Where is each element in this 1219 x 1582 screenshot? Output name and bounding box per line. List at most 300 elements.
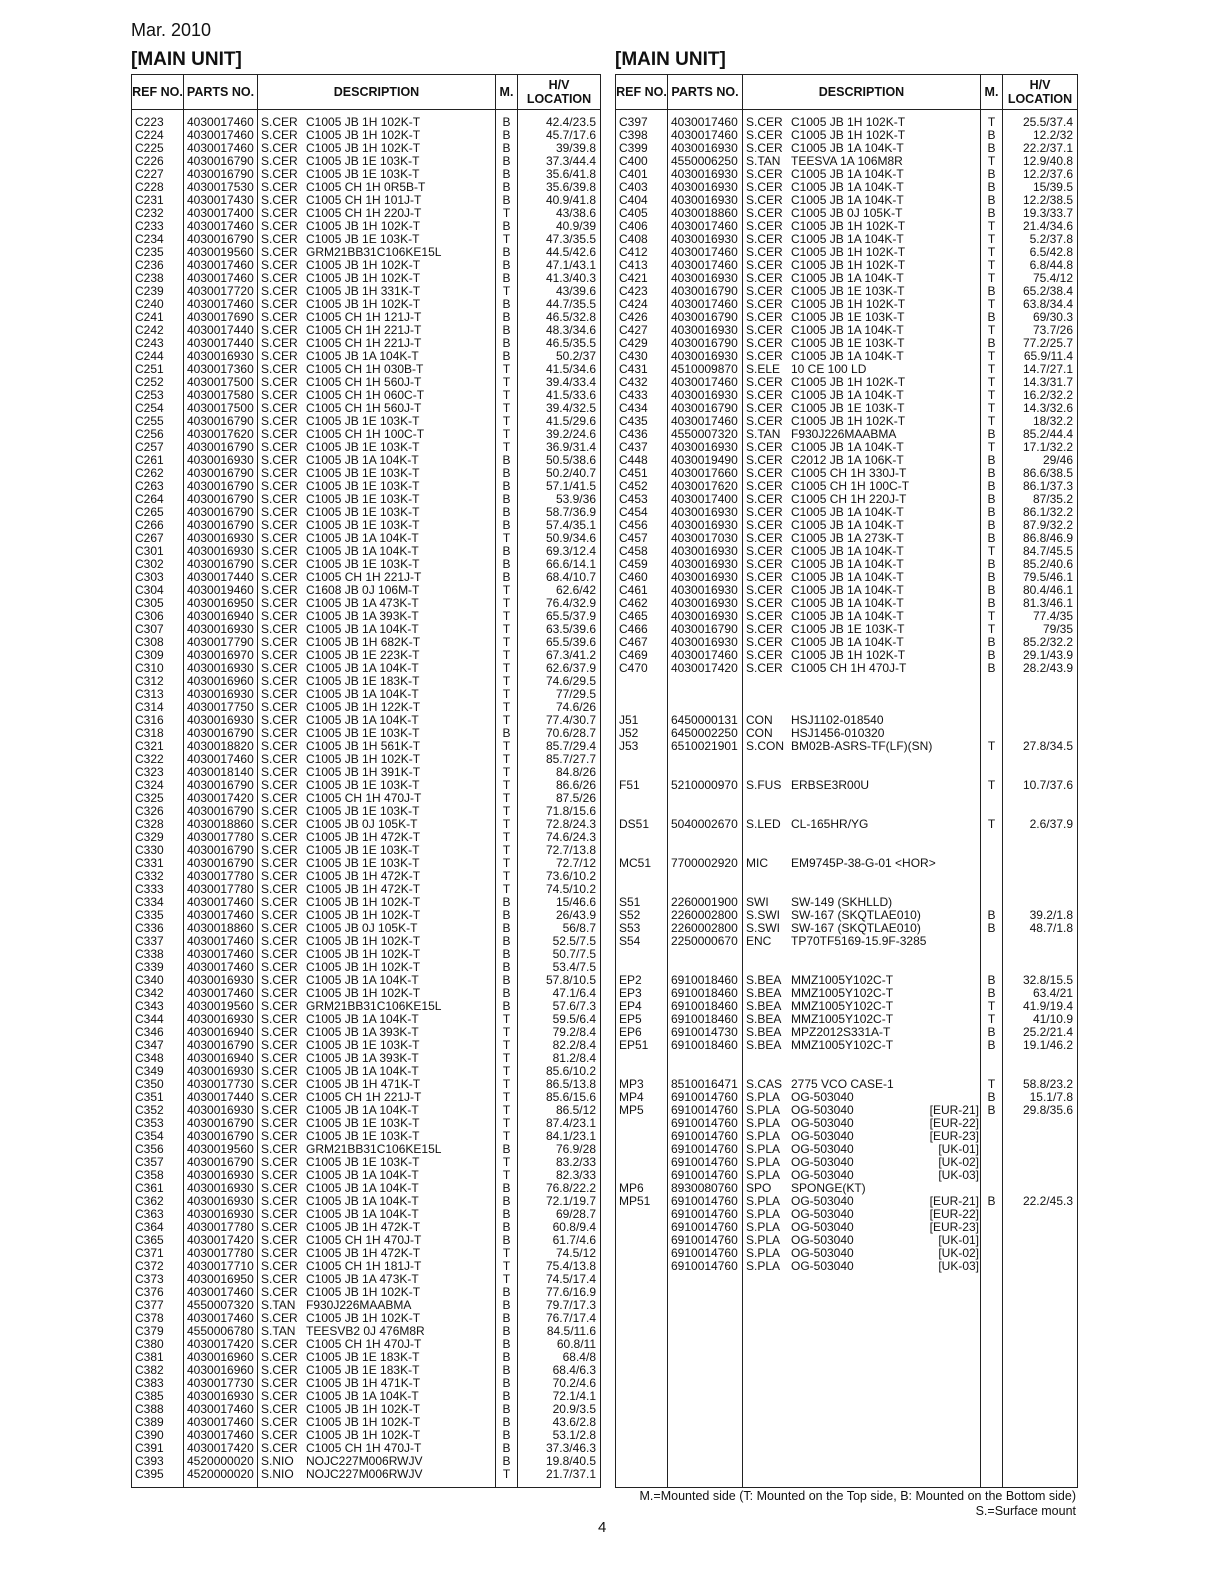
hv-location-cell: 65.2/38.4 <box>1003 285 1078 298</box>
description-cell <box>743 1052 981 1065</box>
mounted-side-cell: T <box>496 1026 518 1039</box>
description-cell <box>258 961 496 974</box>
description-cell <box>258 883 496 896</box>
ref-no-cell: C381 <box>132 1351 184 1364</box>
hv-location-cell <box>1003 1156 1078 1169</box>
hv-location-cell: 69.3/12.4 <box>518 545 601 558</box>
right-table-body <box>616 110 1078 1488</box>
ref-no-cell: C353 <box>132 1117 184 1130</box>
hv-location-cell <box>1003 714 1078 727</box>
parts-type: S.CER <box>261 545 298 558</box>
description-cell <box>258 779 496 792</box>
description-cell <box>258 402 496 415</box>
parts-type: S.CER <box>261 1221 298 1234</box>
parts-no-cell: 4030019560 <box>184 1143 258 1156</box>
ref-no-cell: C339 <box>132 961 184 974</box>
hv-location-cell: 82.3/33 <box>518 1169 601 1182</box>
parts-type: S.TAN <box>261 1299 296 1312</box>
ref-no-cell: C313 <box>132 688 184 701</box>
mounted-side-cell: T <box>981 818 1003 831</box>
parts-type: S.TAN <box>746 155 781 168</box>
ref-no-cell: C458 <box>616 545 668 558</box>
mounted-side-cell <box>981 714 1003 727</box>
ref-no-cell: C302 <box>132 558 184 571</box>
description-cell <box>743 1104 981 1117</box>
ref-no-cell: C433 <box>616 389 668 402</box>
parts-no-cell: 4030016930 <box>184 974 258 987</box>
description-cell <box>258 259 496 272</box>
mounted-side-cell: B <box>496 168 518 181</box>
parts-type: S.CER <box>261 1000 298 1013</box>
description-cell <box>743 753 981 766</box>
description-cell <box>743 909 981 922</box>
parts-description: C1005 JB 1E 103K-T <box>306 1156 420 1169</box>
table-row <box>616 1156 1078 1169</box>
table-row <box>616 1117 1078 1130</box>
mounted-side-cell: T <box>496 1468 518 1481</box>
parts-description: C1005 CH 1H 030B-T <box>306 363 424 376</box>
hv-location-cell: 44.5/42.6 <box>518 246 601 259</box>
hv-location-cell <box>1003 883 1078 896</box>
description-cell <box>258 220 496 233</box>
parts-no-cell: 6910014730 <box>668 1026 743 1039</box>
parts-no-cell: 4030017460 <box>184 272 258 285</box>
parts-type: S.CER <box>261 350 298 363</box>
parts-description: HSJ1456-010320 <box>791 727 885 740</box>
mounted-side-header: M. <box>496 75 518 110</box>
hv-location-cell: 87/35.2 <box>1003 493 1078 506</box>
hv-location-cell: 25.2/21.4 <box>1003 1026 1078 1039</box>
table-row <box>616 155 1078 168</box>
table-row <box>616 844 1078 857</box>
parts-no-cell: 4030017030 <box>668 532 743 545</box>
mounted-side-cell: B <box>496 1416 518 1429</box>
description-cell <box>743 480 981 493</box>
ref-no-cell: C408 <box>616 233 668 246</box>
table-row <box>616 675 1078 688</box>
mounted-side-cell: T <box>496 779 518 792</box>
mounted-side-cell: B <box>496 1351 518 1364</box>
parts-description: C1005 JB 1A 104K-T <box>791 441 904 454</box>
table-row <box>616 922 1078 935</box>
ref-no-cell: C330 <box>132 844 184 857</box>
ref-no-cell <box>616 792 668 805</box>
parts-description: C1005 JB 1H 122K-T <box>306 701 421 714</box>
parts-description: C1005 JB 1E 183K-T <box>306 1351 420 1364</box>
description-cell <box>258 584 496 597</box>
ref-no-cell <box>616 1143 668 1156</box>
parts-description: C1005 JB 1H 102K-T <box>306 115 421 129</box>
ref-no-cell: C253 <box>132 389 184 402</box>
left-table-body <box>132 110 601 1488</box>
table-row <box>132 870 601 883</box>
hv-location-cell: 39.2/1.8 <box>1003 909 1078 922</box>
ref-no-cell: C423 <box>616 285 668 298</box>
parts-no-cell: 4030016950 <box>184 597 258 610</box>
table-row <box>616 597 1078 610</box>
parts-type: S.LED <box>746 818 781 831</box>
table-row <box>616 194 1078 207</box>
parts-no-cell: 2250000670 <box>668 935 743 948</box>
mounted-side-cell <box>981 688 1003 701</box>
table-row <box>616 870 1078 883</box>
mounted-side-cell: B <box>496 1455 518 1468</box>
hv-location-cell <box>1003 1247 1078 1260</box>
hv-location-cell: 41.9/19.4 <box>1003 1000 1078 1013</box>
parts-description: GRM21BB31C106KE15L <box>306 1000 442 1013</box>
parts-type: S.CER <box>261 129 298 142</box>
mounted-side-cell: T <box>981 545 1003 558</box>
mounted-side-cell: T <box>496 766 518 779</box>
hv-location-cell: 86.6/26 <box>518 779 601 792</box>
ref-no-cell: C231 <box>132 194 184 207</box>
mounted-side-cell <box>981 1117 1003 1130</box>
mounted-side-cell: T <box>981 1013 1003 1026</box>
parts-no-cell: 4030017780 <box>184 831 258 844</box>
ref-no-cell: C457 <box>616 532 668 545</box>
parts-type: S.CER <box>746 220 783 233</box>
hv-location-cell: 68.4/8 <box>518 1351 601 1364</box>
parts-no-cell: 4030017460 <box>184 298 258 311</box>
parts-type: S.CER <box>261 1156 298 1169</box>
parts-no-cell: 6450002250 <box>668 727 743 740</box>
parts-no-cell <box>668 844 743 857</box>
ref-no-cell: C351 <box>132 1091 184 1104</box>
parts-description: C1005 JB 1A 104K-T <box>306 532 419 545</box>
ref-no-cell: C405 <box>616 207 668 220</box>
parts-type: S.CER <box>261 168 298 181</box>
hv-location-cell: 29.1/43.9 <box>1003 649 1078 662</box>
parts-description: C1005 JB 1A 104K-T <box>306 714 419 727</box>
hv-location-cell: 44.7/35.5 <box>518 298 601 311</box>
parts-no-cell: 6910014760 <box>668 1234 743 1247</box>
ref-no-cell: C224 <box>132 129 184 142</box>
hv-location-cell: 14.3/32.6 <box>1003 402 1078 415</box>
parts-no-cell: 4520000020 <box>184 1455 258 1468</box>
parts-description: C1005 JB 1H 102K-T <box>791 415 906 428</box>
table-row <box>132 753 601 766</box>
parts-description: C1005 JB 1H 472K-T <box>306 1247 421 1260</box>
ref-no-cell: C251 <box>132 363 184 376</box>
parts-no-cell <box>668 675 743 688</box>
table-row <box>616 363 1078 376</box>
parts-type: S.CER <box>261 1429 298 1442</box>
table-row <box>132 1429 601 1442</box>
parts-type: S.CER <box>261 142 298 155</box>
description-cell <box>258 532 496 545</box>
ref-no-cell: EP51 <box>616 1039 668 1052</box>
parts-description: C1005 JB 1A 104K-T <box>791 389 904 402</box>
hv-location-cell <box>1003 766 1078 779</box>
parts-type: S.CER <box>261 948 298 961</box>
parts-no-cell: 4030016930 <box>184 1169 258 1182</box>
hv-location-cell: 72.8/24.3 <box>518 818 601 831</box>
parts-description: C1005 JB 1H 102K-T <box>306 1429 421 1442</box>
parts-description: C1005 CH 1H 470J-T <box>306 1338 422 1351</box>
parts-no-cell: 4030016790 <box>668 402 743 415</box>
table-row <box>616 324 1078 337</box>
description-cell <box>258 298 496 311</box>
table-row <box>616 714 1078 727</box>
ref-no-cell: C308 <box>132 636 184 649</box>
hv-location-cell: 85.6/10.2 <box>518 1065 601 1078</box>
hv-location-cell: 86.5/12 <box>518 1104 601 1117</box>
description-cell <box>258 675 496 688</box>
table-row <box>616 818 1078 831</box>
mounted-side-cell: B <box>981 194 1003 207</box>
parts-type: S.CER <box>261 246 298 259</box>
hv-location-cell: 74.5/17.4 <box>518 1273 601 1286</box>
ref-no-cell <box>616 1130 668 1143</box>
parts-description: C1005 JB 1H 331K-T <box>306 285 421 298</box>
hv-location-cell: 53.4/7.5 <box>518 961 601 974</box>
hv-location-cell: 74.5/12 <box>518 1247 601 1260</box>
mounted-side-cell: T <box>981 1078 1003 1091</box>
parts-no-cell: 4030017460 <box>668 649 743 662</box>
parts-type: S.CER <box>746 493 783 506</box>
ref-no-cell: C323 <box>132 766 184 779</box>
table-row <box>132 1221 601 1234</box>
table-row <box>616 1169 1078 1182</box>
hv-location-cell: 40.9/39 <box>518 220 601 233</box>
description-cell <box>258 441 496 454</box>
ref-no-cell <box>616 701 668 714</box>
parts-no-cell: 4030017790 <box>184 636 258 649</box>
parts-no-cell: 4510009870 <box>668 363 743 376</box>
description-cell <box>743 675 981 688</box>
parts-type: S.CER <box>261 818 298 831</box>
parts-no-cell: 6910014760 <box>668 1169 743 1182</box>
hv-location-cell: 60.8/9.4 <box>518 1221 601 1234</box>
parts-no-cell: 4030017420 <box>668 662 743 675</box>
description-cell <box>743 1013 981 1026</box>
table-row <box>616 1091 1078 1104</box>
description-cell <box>258 545 496 558</box>
table-row <box>132 1416 601 1429</box>
description-cell <box>258 1364 496 1377</box>
parts-no-cell: 4030016790 <box>668 337 743 350</box>
ref-no-cell: EP2 <box>616 974 668 987</box>
ref-no-cell: C358 <box>132 1169 184 1182</box>
mounted-side-cell: T <box>981 415 1003 428</box>
ref-no-cell: C371 <box>132 1247 184 1260</box>
mounted-side-cell: B <box>496 337 518 350</box>
parts-no-cell: 4030016930 <box>184 1390 258 1403</box>
parts-description: C1005 JB 1E 103K-T <box>306 805 420 818</box>
ref-no-cell <box>616 883 668 896</box>
mounted-side-cell: T <box>496 857 518 870</box>
description-cell <box>258 597 496 610</box>
ref-no-cell: C469 <box>616 649 668 662</box>
parts-no-cell: 4030016930 <box>184 662 258 675</box>
table-row <box>132 831 601 844</box>
parts-no-cell: 4030018820 <box>184 740 258 753</box>
table-row <box>616 1221 1078 1234</box>
ref-no-cell: C347 <box>132 1039 184 1052</box>
mounted-side-cell: B <box>981 922 1003 935</box>
ref-no-cell: C232 <box>132 207 184 220</box>
parts-description: C1005 CH 1H 470J-T <box>306 1442 422 1455</box>
description-cell <box>258 1208 496 1221</box>
ref-no-cell: C243 <box>132 337 184 350</box>
parts-type: S.CER <box>261 181 298 194</box>
parts-description: SPONGE(KT) <box>791 1182 866 1195</box>
description-cell <box>743 324 981 337</box>
description-cell <box>743 1169 981 1182</box>
hv-location-cell: 79/35 <box>1003 623 1078 636</box>
mounted-side-cell: T <box>981 220 1003 233</box>
parts-description: C1005 JB 1A 104K-T <box>791 142 904 155</box>
parts-type: S.CER <box>261 402 298 415</box>
description-cell <box>743 623 981 636</box>
parts-no-cell: 4030016790 <box>184 519 258 532</box>
parts-description: C1005 JB 1E 103K-T <box>306 857 420 870</box>
parts-description: C1005 JB 1E 103K-T <box>306 480 420 493</box>
table-row <box>616 779 1078 792</box>
hv-location-cell: 48.7/1.8 <box>1003 922 1078 935</box>
table-row <box>132 1013 601 1026</box>
parts-description: C1005 JB 1A 104K-T <box>791 545 904 558</box>
table-row <box>616 285 1078 298</box>
description-cell <box>743 714 981 727</box>
parts-description: C1005 JB 1H 102K-T <box>306 142 421 155</box>
mounted-side-cell: T <box>981 246 1003 259</box>
parts-type: S.CER <box>261 1286 298 1299</box>
parts-type: S.CER <box>261 1065 298 1078</box>
parts-description: OG-503040 <box>791 1169 854 1182</box>
version-region: [EUR-23] <box>929 1130 979 1143</box>
table-row <box>132 1338 601 1351</box>
table-row <box>132 259 601 272</box>
parts-type: S.CER <box>261 896 298 909</box>
parts-no-cell: 4030018860 <box>668 207 743 220</box>
mounted-side-cell: T <box>496 1091 518 1104</box>
parts-no-cell: 4030017440 <box>184 1091 258 1104</box>
parts-description: 10 CE 100 LD <box>791 363 867 376</box>
mounted-side-cell: B <box>496 545 518 558</box>
parts-no-cell: 4030017420 <box>184 1442 258 1455</box>
ref-no-cell <box>616 961 668 974</box>
hv-location-cell <box>1003 1065 1078 1078</box>
hv-location-cell: 74.6/29.5 <box>518 675 601 688</box>
mounted-side-cell: T <box>496 1156 518 1169</box>
parts-description: SW-149 (SKHLLD) <box>791 896 893 909</box>
ref-no-cell <box>616 1260 668 1273</box>
parts-type: S.CER <box>261 441 298 454</box>
hv-location-cell: 69/30.3 <box>1003 311 1078 324</box>
parts-no-cell: 6910014760 <box>668 1091 743 1104</box>
parts-type: S.CER <box>261 1312 298 1325</box>
table-row <box>616 519 1078 532</box>
table-row <box>616 1013 1078 1026</box>
mounted-side-cell: B <box>981 1091 1003 1104</box>
ref-no-cell: C321 <box>132 740 184 753</box>
parts-description: C1005 CH 1H 470J-T <box>306 792 422 805</box>
hv-location-cell: 50.7/7.5 <box>518 948 601 961</box>
description-cell <box>743 441 981 454</box>
ref-no-cell: S51 <box>616 896 668 909</box>
parts-no-cell: 4030017460 <box>184 259 258 272</box>
version-region: [UK-02] <box>938 1156 979 1169</box>
ref-no-cell: C244 <box>132 350 184 363</box>
ref-no-cell: C256 <box>132 428 184 441</box>
table-row <box>132 207 601 220</box>
hv-location-cell: 19.1/46.2 <box>1003 1039 1078 1052</box>
hv-location-cell: 12.2/37.6 <box>1003 168 1078 181</box>
parts-type: S.CER <box>746 272 783 285</box>
ref-no-cell: C301 <box>132 545 184 558</box>
parts-no-cell: 4030016970 <box>184 649 258 662</box>
mounted-side-cell: T <box>496 1117 518 1130</box>
ref-no-cell: C349 <box>132 1065 184 1078</box>
mounted-side-cell: B <box>496 246 518 259</box>
table-row <box>616 1247 1078 1260</box>
parts-no-cell: 4030017660 <box>668 467 743 480</box>
description-cell <box>743 1143 981 1156</box>
parts-no-cell: 4030018140 <box>184 766 258 779</box>
mounted-side-cell: B <box>496 493 518 506</box>
parts-description: C1005 JB 1A 104K-T <box>791 233 904 246</box>
parts-no-cell: 6910014760 <box>668 1156 743 1169</box>
parts-type: S.CER <box>261 1273 298 1286</box>
table-row <box>616 207 1078 220</box>
hv-location-cell: 87.4/23.1 <box>518 1117 601 1130</box>
mounted-side-cell: T <box>496 1169 518 1182</box>
parts-no-cell: 6450000131 <box>668 714 743 727</box>
description-cell <box>258 935 496 948</box>
hv-location-cell: 61.7/4.6 <box>518 1234 601 1247</box>
hv-location-cell: 86.8/46.9 <box>1003 532 1078 545</box>
ref-no-cell: C238 <box>132 272 184 285</box>
ref-no-cell: C389 <box>132 1416 184 1429</box>
parts-description: ERBSE3R00U <box>791 779 870 792</box>
parts-type: S.CER <box>261 233 298 246</box>
mounted-side-cell <box>981 1260 1003 1273</box>
ref-no-cell: C310 <box>132 662 184 675</box>
table-row <box>616 571 1078 584</box>
parts-type: S.CER <box>261 1104 298 1117</box>
mounted-side-cell: T <box>496 649 518 662</box>
parts-no-cell: 6910014760 <box>668 1260 743 1273</box>
parts-no-cell: 4030019560 <box>184 1000 258 1013</box>
description-cell <box>258 688 496 701</box>
version-region: [EUR-22] <box>929 1117 979 1130</box>
description-cell <box>743 1000 981 1013</box>
parts-type: S.CER <box>261 636 298 649</box>
hv-location-cell: 2.6/37.9 <box>1003 818 1078 831</box>
parts-type: CON <box>746 727 773 740</box>
description-cell <box>258 428 496 441</box>
parts-description: C1005 JB 1A 104K-T <box>306 1195 419 1208</box>
parts-description: C1005 JB 1E 183K-T <box>306 1364 420 1377</box>
parts-no-cell: 4030016790 <box>184 1130 258 1143</box>
hv-location-cell: 41/10.9 <box>1003 1013 1078 1026</box>
parts-description: TP70TF5169-15.9F-3285 <box>791 935 927 948</box>
parts-no-cell: 4030016790 <box>184 415 258 428</box>
mounted-side-cell: T <box>496 714 518 727</box>
mounted-side-cell <box>981 1247 1003 1260</box>
mounted-side-cell: T <box>496 623 518 636</box>
parts-no-cell: 6910014760 <box>668 1208 743 1221</box>
parts-no-cell: 4030017780 <box>184 883 258 896</box>
parts-type: S.CER <box>746 532 783 545</box>
ref-no-cell: C306 <box>132 610 184 623</box>
parts-type: S.CER <box>746 519 783 532</box>
table-row <box>132 1065 601 1078</box>
ref-no-cell: C322 <box>132 753 184 766</box>
hv-location-cell: 35.6/41.8 <box>518 168 601 181</box>
parts-description: OG-503040 <box>791 1091 854 1104</box>
